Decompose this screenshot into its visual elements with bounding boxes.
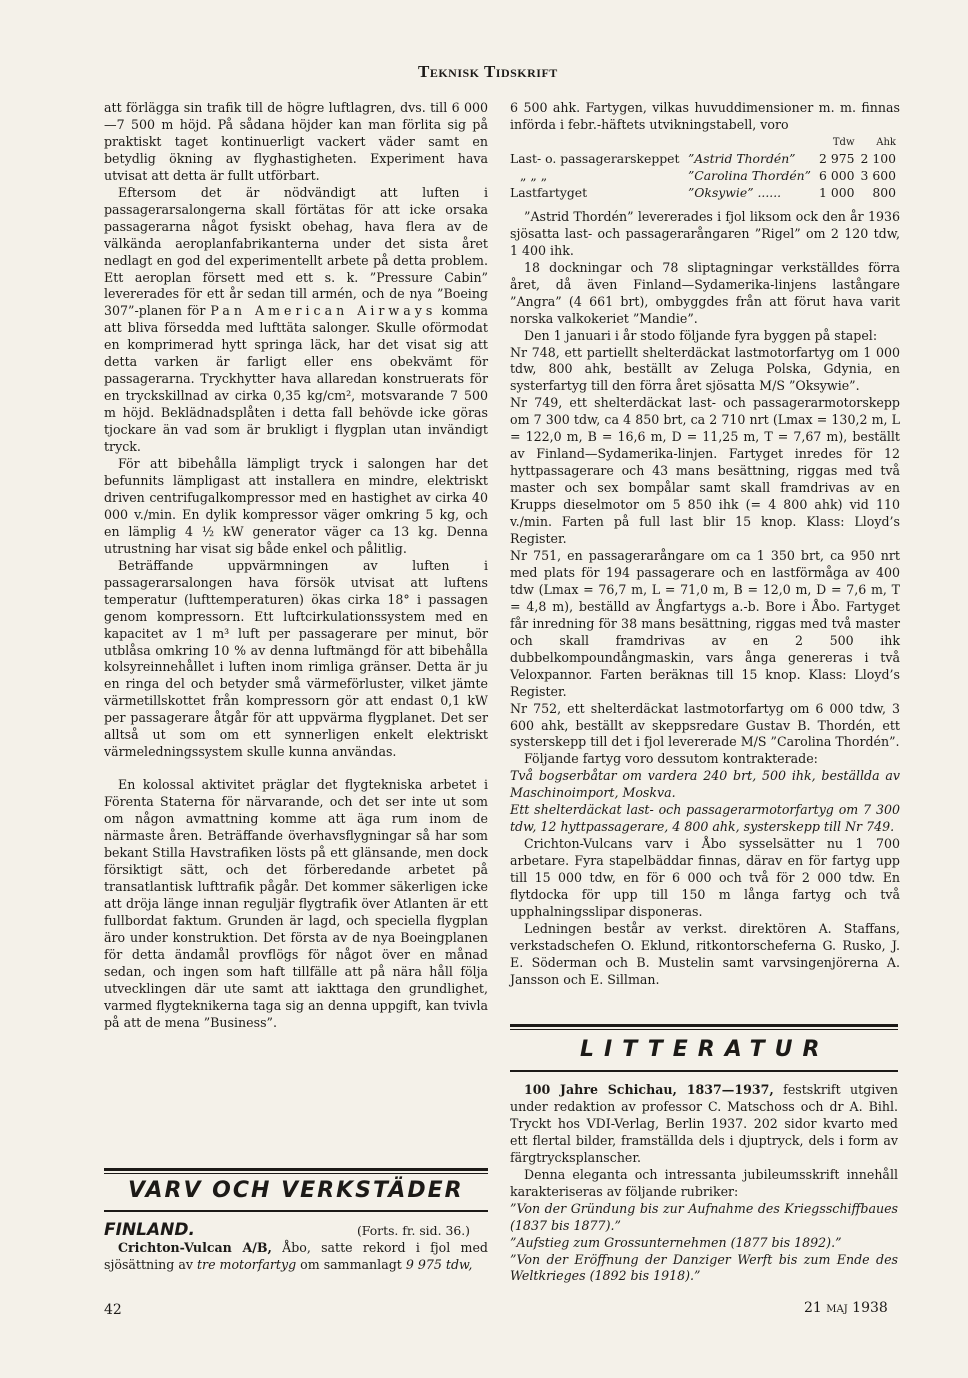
table-header-ahk: Ahk <box>876 136 896 148</box>
article-paragraph: Den 1 januari i år stodo följande fyra byggen på stapel: <box>524 327 878 343</box>
ship-entry: Ett shelterdäckat last- och passagerarmotorfartyg om 7 300 tdw, 12 hyttpassagerare, 4 800 ahk, systerskepp till Nr 749. <box>510 802 900 835</box>
ship-entry: Två bogserbåtar om vardera 240 brt, 500 ihk, beställda av Maschinoimport, Moskva. <box>510 768 900 801</box>
article-paragraph: En kolossal aktivitet präglar det flygtekniska arbetet i Förenta Staterna för närvarande, och det ser inte ut som om någon avmattning komme att äga rum inom de närmaste åren. Beträffande överhavsflygningar så har som bekant Stilla Havstrafiken lösts på ett glänsande, men dock försiktigt sätt, och det förberedande arbetet på transatlantisk lufttrafik pågår. Det kommer säkerligen icke att dröja länge innan reguljär flygtrafik över Atlanten är ett fullbordat faktum. Grunden är lagd, och speciella flygplan äro under konstruktion. Det första av de nya Boeingplanen för detta ändamål provflögs för något över en månad sedan, och ingen som haft tillfälle att på nära håll följa utvecklingen där ute samt att iakttaga den grundlighet, varmed flygteknikerna taga sig an denna uppgift, kan tvivla på att de mena ”Business”. <box>104 777 488 1030</box>
page-number: 42 <box>104 1302 122 1318</box>
section-rule-top <box>510 1024 898 1027</box>
article-paragraph: Crichton-Vulcans varv i Åbo sysselsätter nu 1 700 arbetare. Fyra stapelbäddar finnas, därav en för fartyg upp till 15 000 tdw, en för 6 000 och två för 2 000 tdw. En flytdocka för upp till 150 m långa fartyg och två upphalningsslipar disponeras. <box>510 836 900 919</box>
book-title: 100 Jahre Schichau, 1837—1937, <box>524 1082 774 1097</box>
rubric-item: ”Von der Eröffnung der Danziger Werft bis zum Ende des Weltkrieges (1892 bis 1918).” <box>510 1251 898 1284</box>
section-rule-bottom <box>104 1210 488 1212</box>
section-heading-litteratur: LITTERATUR <box>580 1037 830 1062</box>
article-paragraph: ”Astrid Thordén” levererades i fjol liksom ock den år 1936 sjösatta last- och passagerarångaren ”Rigel” om 2 120 tdw, 1 400 ihk. <box>510 208 900 258</box>
book-review: 100 Jahre Schichau, 1837—1937, festskrift utgiven under redaktion av professor C. Matschoss och dr A. Bihl. Tryckt hos VDI-Verlag, Berlin 1937. 202 sidor kvarto med ett flertal bilder, framställda dels i djuptryck, dels i form av färgtrycksplanscher. <box>510 1082 898 1165</box>
country-heading: FINLAND. <box>104 1220 195 1240</box>
table-row: „ „ „ ”Carolina Thordén” 6 000 3 600 <box>520 167 896 183</box>
table-row: Lastfartyget ”Oksywie” ...... 1 000 800 <box>510 184 896 200</box>
article-paragraph: Denna eleganta och intressanta jubileumsskrift innehåll karakteriseras av följande rubriker: <box>510 1166 898 1199</box>
article-paragraph: Ledningen består av verkst. direktören A. Staffans, verkstadschefen O. Eklund, ritkontorscheferna G. Rusko, J. E. Söderman och B. Mustelin samt varvsingenjörerna A. Jansson och E. Sillman. <box>510 920 900 987</box>
article-paragraph: Eftersom det är nödvändigt att luften i passagerarsalongerna skall förtätas för att icke orsaka passagerarna något fysiskt obehag, hava flera av de välkända aeroplanfabrikanterna under det sista året nedlagt en god del experimentellt arbete på detta problem. Ett aeroplan försett med ett s. k. ”Pressure Cabin” levererades för ett år sedan till armén, och de nya ”Boeing 307”-planen för Pan American Airways komma att bliva försedda med lufttäta salonger. Skulle oförmodat en komprimerad hytt springa läck, har det visat sig att detta varken är farligt eller ens obekvämt för passagerarna. Tryckhytter hava allaredan konstruerats för en tryckskillnad av cirka 0,35 kg/cm², motsvarande 7 500 m höjd. Beklädnadsplåten i detta fall behövde icke göras tjockare än vad som är brukligt i flygplan utan invändigt tryck. <box>104 184 488 455</box>
ship-entry: Nr 751, en passagerarångare om ca 1 350 brt, ca 950 nrt med plats för 194 passagerare och en lastförmåga av 400 tdw (Lmax = 76,7 m, L = 71,0 m, B = 12,0 m, D = 7,6 m, T = 4,8 m), beställd av Ångfartygs a.-b. Bore i Åbo. Fartyget får inredning för 38 mans besättning, riggas med två master och skall framdrivas av en 2 500 ihk dubbelkompoundångmaskin, vars ånga genereras i två Veloxpannor. Farten beräknas till 15 knop. Klass: Lloyd’s Register. <box>510 547 900 699</box>
article-paragraph: Beträffande uppvärmningen av luften i passagerarsalongen hava försök utvisat att luftens temperatur (lufttemperaturen) ökas cirka 18° i passagen genom kompressorn. Ett luftcirkulationssystem med en kapacitet av 1 m³ luft per passagerare per minut, bör utblåsa omkring 10 % av denna luftmängd för att bibehålla kolsyreinnehållet i luften inom rimliga gränser. Detta är ju en ringa del och betyder små värmeförluster, vilket jämte värmetillskottet från kompressorn gör att endast 0,1 kW per passagerare åtgår för att uppvärma flygplanet. Det ser alltså ut som om ett synnerligen enkelt elektriskt värmeledningssystem skulle kunna användas. <box>104 557 488 760</box>
table-header-tdw: Tdw <box>832 136 855 148</box>
section-rule-thin <box>510 1029 898 1030</box>
continuation-note: (Forts. fr. sid. 36.) <box>356 1223 470 1238</box>
article-paragraph: Följande fartyg voro dessutom kontrakterade: <box>524 751 818 767</box>
article-paragraph: För att bibehålla lämpligt tryck i salongen har det befunnits lämpligast att installera en mindre, elektriskt driven centrifugalkompressor med en hastighet av cirka 40 000 v./min. En dylik kompressor väger omkring 5 kg, och en lämplig 4 ½ kW generator väger ca 13 kg. Denna utrustning har visat sig både enkel och pålitlig. <box>104 456 488 556</box>
article-paragraph: 18 dockningar och 78 sliptagningar verkställdes förra året, då även Finland—Sydamerika-linjens lastångare ”Angra” (4 661 brt), ombyggdes från att förut hava varit norska valkokeriet ”Mandie”. <box>510 259 900 326</box>
ship-entry: Nr 752, ett shelterdäckat lastmotorfartyg om 6 000 tdw, 3 600 ahk, beställt av skeppsredare Gustav B. Thordén, ett systerskepp till det i fjol levererade M/S ”Carolina Thordén”. <box>510 700 900 750</box>
table-row: Last- o. passagerarskeppet ”Astrid Thordén” 2 975 2 100 <box>510 150 896 166</box>
spaced-airline-name: Pan American Airways <box>210 303 437 319</box>
section-rule-bottom <box>510 1070 898 1072</box>
journal-title: Teknisk Tidskrift <box>418 62 558 81</box>
article-paragraph: att förlägga sin trafik till de högre luftlagren, dvs. till 6 000—7 500 m höjd. På sådana höjder kan man förlita sig på praktiskt taget kontinuerligt vackert väder samt en betydlig ökning av flyghastigheten. Experiment hava utvisat att detta är fullt utförbart. <box>104 100 488 183</box>
ship-table <box>510 136 900 201</box>
rubric-item: ”Aufstieg zum Grossunternehmen (1877 bis 1892).” <box>510 1234 842 1250</box>
company-name: Crichton-Vulcan A/B, <box>118 1239 272 1255</box>
left-column <box>104 100 488 1031</box>
finland-paragraph: Crichton-Vulcan A/B, Åbo, satte rekord i fjol med sjösättning av tre motorfartyg om sammanlagt 9 975 tdw, <box>104 1239 488 1272</box>
intro-paragraph: 6 500 ahk. Fartygen, vilkas huvuddimensioner m. m. finnas införda i febr.-häftets utvikningstabell, voro <box>510 100 900 132</box>
section-rule-top <box>104 1168 488 1171</box>
rubric-item: ”Von der Gründung bis zur Aufnahme des Kriegsschiffbaues (1837 bis 1877).” <box>510 1200 898 1233</box>
section-heading-varv: VARV OCH VERKSTÄDER <box>128 1178 464 1203</box>
ship-entry: Nr 748, ett partiellt shelterdäckat lastmotorfartyg om 1 000 tdw, 800 ahk, beställt av Zeluga Polska, Gdynia, en systerfartyg till den förra året sjösatta M/S ”Oksywie”. <box>510 344 900 394</box>
litteratur-block <box>510 1082 898 1285</box>
right-column <box>510 100 900 989</box>
section-rule-thin <box>104 1173 488 1174</box>
finland-block <box>104 1222 488 1274</box>
ship-entry: Nr 749, ett shelterdäckat last- och passagerarmotorskepp om 7 300 tdw, ca 4 850 brt, ca 2 710 nrt (Lmax = 130,2 m, L = 122,0 m, B = 16,6 m, D = 11,25 m, T = 7,67 m), beställt av Finland—Sydamerika-linjen. Fartyget inredes för 12 hyttpassagerare och 43 mans besättning, riggas med två master och sex bompålar samt skall framdrivas av en Krupps dieselmotor om 5 850 ihk (= 4 800 ahk) vid 110 v./min. Farten på full last blir 15 knop. Klass: Lloyd’s Register. <box>510 395 900 547</box>
issue-date: 21 maj 1938 <box>804 1300 888 1316</box>
